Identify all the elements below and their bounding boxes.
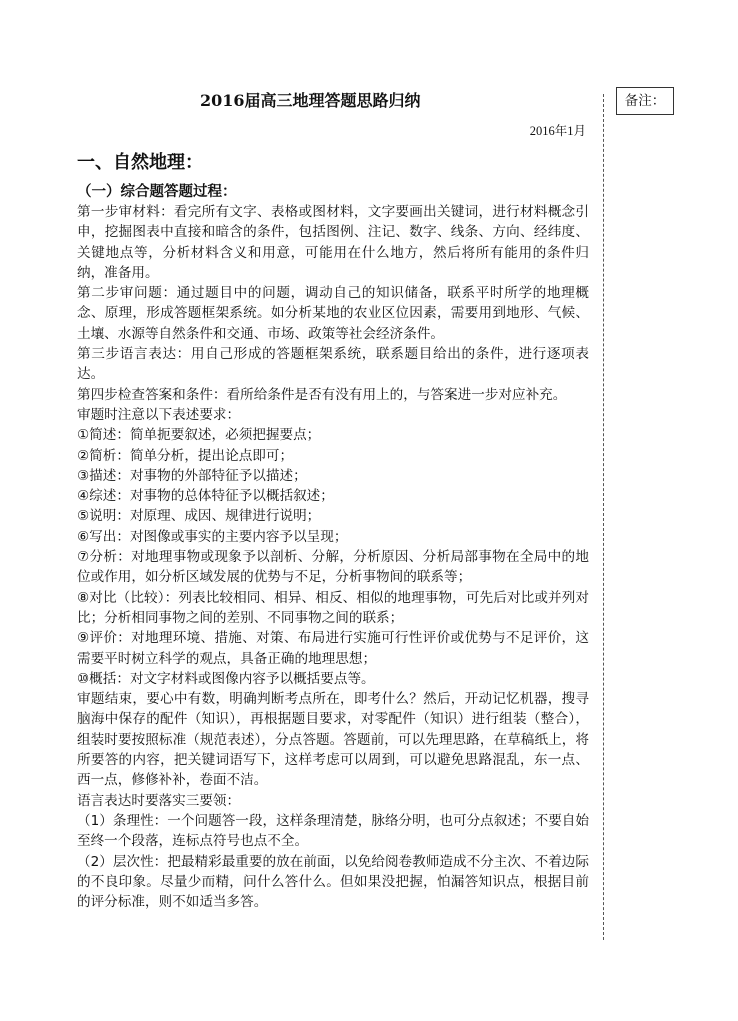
section-heading: 一、自然地理： [77, 152, 203, 173]
list-item: （1）条理性：一个问题答一段，这样条理清楚，脉络分明，也可分点叙述；不要自始至终一个段落，连标点符号也点不全。 [77, 812, 589, 850]
list-item: ②简析：简单分析，提出论点即可； [77, 447, 294, 464]
paragraph-step-2: 第二步审问题：通过题目中的问题，调动自己的知识储备，联系平时所学的地理概念、原理，形成答题框架系统。如分析某地的农业区位因素，需要用到地形、气候、土壤、水源等自然条件和交通、市场、政策等社会经济条件。 [77, 285, 589, 342]
list-item: ④综述：对事物的总体特征予以概括叙述； [77, 488, 334, 505]
paragraph-expression-intro: 语言表达时要落实三要领： [77, 792, 241, 809]
list-item: ⑧对比（比较）：列表比较相同、相异、相反、相似的地理事物，可先后对比或并列对比；分析相同事物之间的差别、不同事物之间的联系； [77, 589, 589, 626]
document-date: 2016年1月 [529, 124, 586, 138]
paragraph-review-intro: 审题时注意以下表述要求： [77, 406, 241, 423]
list-item: ①简述：简单扼要叙述，必须把握要点； [77, 427, 321, 444]
paragraph-step-3: 第三步语言表达：用自己形成的答题框架系统，联系题目给出的条件，进行逐项表达。 [77, 346, 589, 383]
paragraph-review-end: 审题结束，要心中有数，明确判断考点所在，即考什么？然后，开动记忆机器，搜寻脑海中保存的配件（知识），再根据题目要求，对零配件（知识）进行组装（整合），组装时要按照标准（规范表述），分点答题。答题前，可以先理思路，在草稿纸上，将所要答的内容，把关键词语写下，这样考虑可以周到，可以避免思路混乱，东一点、西一点，修修补补，卷面不洁。 [77, 691, 589, 789]
note-box: 备注： [616, 87, 674, 115]
page-title: 2016届高三地理答题思路归纳 [200, 91, 421, 110]
list-item: ③描述：对事物的外部特征予以描述； [77, 467, 307, 484]
list-item: （2）层次性：把最精彩最重要的放在前面，以免给阅卷教师造成不分主次、不着边际的不良印象。尽量少而精，问什么答什么。但如果没把握，怕漏答知识点，根据目前的评分标准，则不如适当多答。 [77, 853, 589, 911]
list-item: ⑦分析：对地理事物或现象予以剖析、分解，分析原因、分析局部事物在全局中的地位或作用，如分析区域发展的优势与不足，分析事物间的联系等； [77, 549, 589, 586]
list-item: ⑤说明：对原理、成因、规律进行说明； [77, 508, 321, 525]
paragraph-step-4: 第四步检查答案和条件：看所给条件是否有没有用上的，与答案进一步对应补充。 [77, 386, 567, 403]
list-item: ⑩概括：对文字材料或图像内容予以概括要点等。 [77, 670, 375, 687]
list-item: ⑨评价：对地理环境、措施、对策、布局进行实施可行性评价或优势与不足评价，这需要平时树立科学的观点，具备正确的地理思想； [77, 630, 589, 667]
document-body [77, 202, 589, 912]
margin-divider [603, 94, 604, 940]
subsection-heading: （一）综合题答题过程： [77, 184, 237, 200]
list-item: ⑥写出：对图像或事实的主要内容予以呈现； [77, 528, 348, 545]
paragraph-step-1: 第一步审材料：看完所有文字、表格或图材料，文字要画出关键词，进行材料概念引申，挖掘图表中直接和暗含的条件，包括图例、注记、数字、线条、方向、经纬度、关键地点等，分析材料含义和用意，可能用在什么地方，然后将所有能用的条件归纳，准备用。 [77, 204, 589, 281]
